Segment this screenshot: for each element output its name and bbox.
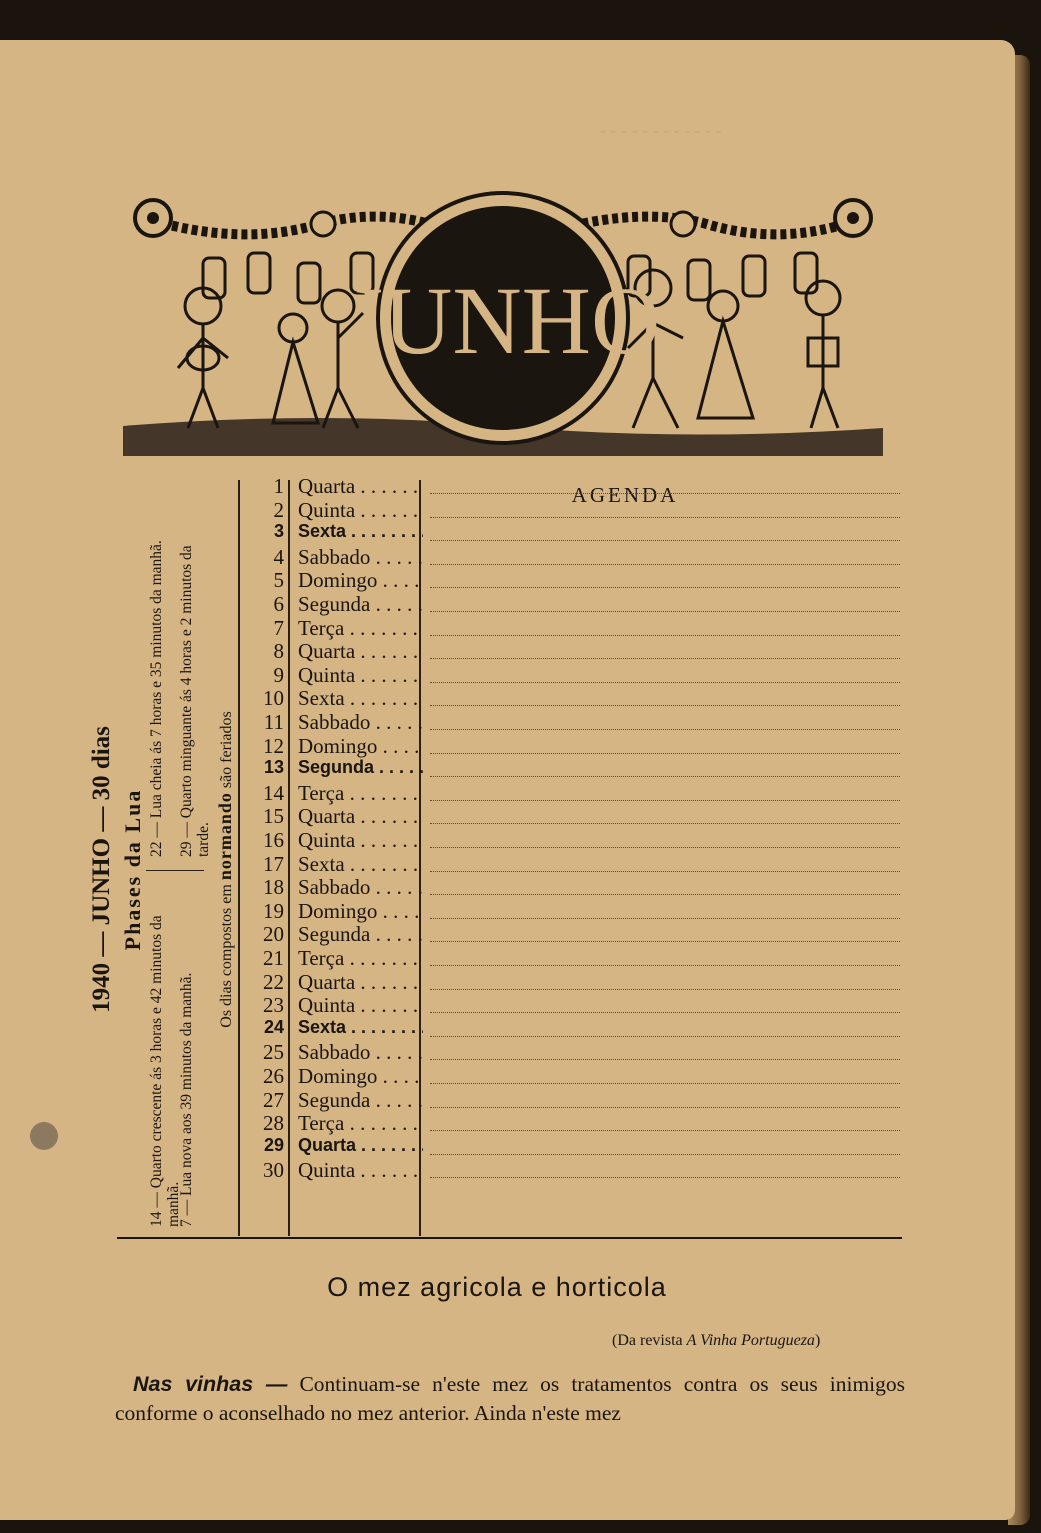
- section-lead: Nas vinhas —: [133, 1372, 288, 1396]
- day-number: 25: [263, 1040, 284, 1065]
- bleed-through: - - - - - - - - - - - -: [600, 120, 722, 140]
- note-line: [430, 989, 900, 990]
- note-line: [430, 682, 900, 683]
- holiday-note-prefix: Os dias compostos em: [218, 884, 235, 1028]
- day-number: 3: [273, 521, 284, 542]
- weekday-name: Segunda . . .: [298, 757, 423, 778]
- weekday-name: Sexta . . .: [298, 521, 423, 542]
- weekday-name: Sabbado . . .: [298, 875, 423, 900]
- weekday-name: Quinta . . .: [298, 498, 423, 523]
- phase-new-moon: 7 — Lua nova aos 39 minutos da manhã.: [178, 972, 195, 1227]
- month-title: 1940 — JUNHO — 30 dias: [88, 726, 115, 1013]
- note-line: [430, 517, 900, 518]
- day-number: 1: [273, 474, 284, 498]
- note-line: [430, 871, 900, 872]
- agenda-day-row: [240, 804, 900, 828]
- day-number: 2: [273, 497, 284, 522]
- agenda-day-row: [240, 875, 900, 899]
- note-line: [430, 965, 900, 966]
- credit-prefix: (Da revista: [612, 1332, 683, 1349]
- note-line: [430, 729, 900, 730]
- weekday-name: Terça . . .: [298, 781, 423, 806]
- source-credit: [612, 1332, 820, 1350]
- weekday-name: Domingo . . .: [298, 899, 423, 924]
- weekday-name: Sabbado . . .: [298, 1040, 423, 1065]
- weekday-name: Terça . . .: [298, 946, 423, 971]
- day-number: 24: [263, 1016, 284, 1037]
- agenda-day-row: [240, 899, 900, 923]
- section-title: O mez agricola e horticola: [327, 1272, 667, 1302]
- note-line: [430, 823, 900, 824]
- weekday-name: Segunda . . .: [298, 922, 423, 947]
- day-number: 9: [273, 662, 284, 687]
- note-line: [430, 540, 900, 541]
- agenda-day-row: [240, 686, 900, 710]
- weekday-name: Sexta . . .: [298, 686, 423, 711]
- agenda-day-row: [240, 616, 900, 640]
- day-number: 19: [263, 898, 284, 923]
- agenda-day-row: [240, 592, 900, 616]
- day-number: 4: [273, 544, 284, 569]
- phase-last-quarter: 29 — Quarto minguante ás 4 horas e 2 minutos da tarde.: [178, 545, 212, 857]
- weekday-name: Domingo . . .: [298, 734, 423, 759]
- weekday-name: Segunda . . .: [298, 1088, 423, 1113]
- agenda-day-row: [240, 828, 900, 852]
- note-line: [430, 941, 900, 942]
- note-line: [430, 635, 900, 636]
- weekday-name: Segunda . . .: [298, 592, 423, 617]
- phase-divider: [146, 870, 204, 871]
- note-line: [430, 894, 900, 895]
- day-number: 15: [263, 804, 284, 829]
- day-number: 14: [263, 780, 284, 805]
- holiday-note: [215, 512, 236, 1227]
- agenda-day-row: [240, 757, 900, 781]
- day-number: 16: [263, 828, 284, 852]
- day-number: 22: [263, 969, 284, 994]
- junho-banner-illustration: [123, 188, 883, 456]
- agenda-day-row: [240, 545, 900, 569]
- day-number: 7: [273, 615, 284, 640]
- note-line: [430, 611, 900, 612]
- day-number: 28: [263, 1111, 284, 1136]
- note-line: [430, 753, 900, 754]
- agenda-day-row: [240, 521, 900, 545]
- agenda-day-row: [240, 852, 900, 876]
- credit-suffix: ): [814, 1332, 821, 1349]
- weekday-name: Sexta . . .: [298, 1017, 423, 1038]
- agenda-day-row: [240, 1064, 900, 1088]
- note-line: [430, 564, 900, 565]
- section-divider: [117, 1237, 902, 1239]
- day-number: 30: [263, 1158, 284, 1183]
- note-line: [430, 1012, 900, 1013]
- holiday-note-suffix: são feriados: [218, 711, 235, 789]
- day-number: 27: [263, 1087, 284, 1112]
- weekday-name: Quarta . . .: [298, 474, 423, 499]
- agenda-day-row: [240, 1135, 900, 1159]
- weekday-name: Quinta . . .: [298, 828, 423, 853]
- note-line: [430, 1130, 900, 1131]
- note-line: [430, 1036, 900, 1037]
- note-line: [430, 1177, 900, 1178]
- weekday-name: Quarta . . .: [298, 970, 423, 995]
- weekday-name: Quinta . . .: [298, 663, 423, 688]
- note-line: [430, 587, 900, 588]
- note-line: [430, 705, 900, 706]
- note-line: [430, 1107, 900, 1108]
- agenda-day-row: [240, 710, 900, 734]
- day-number: 29: [263, 1134, 284, 1155]
- agenda-day-row: [240, 781, 900, 805]
- day-number: 8: [273, 639, 284, 664]
- day-number: 11: [263, 710, 284, 734]
- day-number: 13: [263, 757, 284, 778]
- note-line: [430, 847, 900, 848]
- note-line: [430, 918, 900, 919]
- day-number: 6: [273, 592, 284, 616]
- note-line: [430, 776, 900, 777]
- day-number: 18: [263, 875, 284, 900]
- junho-lettering: JUNHO: [345, 267, 661, 374]
- weekday-name: Sabbado . . .: [298, 545, 423, 570]
- note-line: [430, 658, 900, 659]
- weekday-name: Quinta . . .: [298, 1158, 423, 1183]
- agenda-day-row: [240, 663, 900, 687]
- agenda-day-row: [240, 639, 900, 663]
- day-number: 21: [263, 946, 284, 970]
- section-body-text: Continuam-se n'este mez os tratamentos contra os seus inimigos conforme o aconselhado no mez anterior. Ainda n'este mez: [115, 1372, 906, 1425]
- agenda-day-row: [240, 1158, 900, 1182]
- day-number: 20: [263, 922, 284, 947]
- agenda-day-row: [240, 474, 900, 498]
- phases-subtitle: Phases da Lua: [120, 788, 145, 951]
- note-line: [430, 493, 900, 494]
- moon-phases-column: [80, 502, 240, 1237]
- weekday-name: Quarta . . .: [298, 804, 423, 829]
- phase-first-quarter: 14 — Quarto crescente ás 3 horas e 42 minutos da manhã.: [148, 915, 182, 1227]
- agenda-day-row: [240, 498, 900, 522]
- credit-source: A Vinha Portugueza: [686, 1332, 815, 1349]
- day-number: 10: [263, 686, 284, 711]
- weekday-name: Quarta . . .: [298, 639, 423, 664]
- agenda-day-row: [240, 1111, 900, 1135]
- agenda-title: AGENDA: [571, 483, 679, 507]
- agenda-day-row: [240, 1040, 900, 1064]
- agenda-day-row: [240, 1088, 900, 1112]
- holiday-note-keyword: normando: [215, 792, 235, 881]
- weekday-name: Quarta . . .: [298, 1135, 423, 1156]
- day-number: 26: [263, 1064, 284, 1088]
- weekday-name: Sexta . . .: [298, 852, 423, 877]
- day-number: 5: [273, 568, 284, 593]
- note-line: [430, 1154, 900, 1155]
- section-body: [115, 1370, 905, 1428]
- binding-hole: [30, 1122, 58, 1150]
- note-line: [430, 800, 900, 801]
- agenda-day-row: [240, 946, 900, 970]
- weekday-name: Quinta . . .: [298, 993, 423, 1018]
- note-line: [430, 1083, 900, 1084]
- weekday-name: Domingo . . .: [298, 1064, 423, 1089]
- agenda-day-row: [240, 568, 900, 592]
- agenda-day-row: [240, 993, 900, 1017]
- agenda-day-row: [240, 1017, 900, 1041]
- day-number: 23: [263, 993, 284, 1018]
- day-number: 17: [263, 851, 284, 876]
- agenda-day-row: [240, 734, 900, 758]
- phase-full-moon: 22 — Lua cheia ás 7 horas e 35 minutos da manhã.: [148, 540, 165, 857]
- almanac-page: [0, 40, 1015, 1520]
- agenda-day-row: [240, 970, 900, 994]
- weekday-name: Domingo . . .: [298, 568, 423, 593]
- day-number: 12: [263, 733, 284, 758]
- weekday-name: Terça . . .: [298, 616, 423, 641]
- weekday-name: Terça . . .: [298, 1111, 423, 1136]
- note-line: [430, 1059, 900, 1060]
- agenda-day-row: [240, 922, 900, 946]
- weekday-name: Sabbado . . .: [298, 710, 423, 735]
